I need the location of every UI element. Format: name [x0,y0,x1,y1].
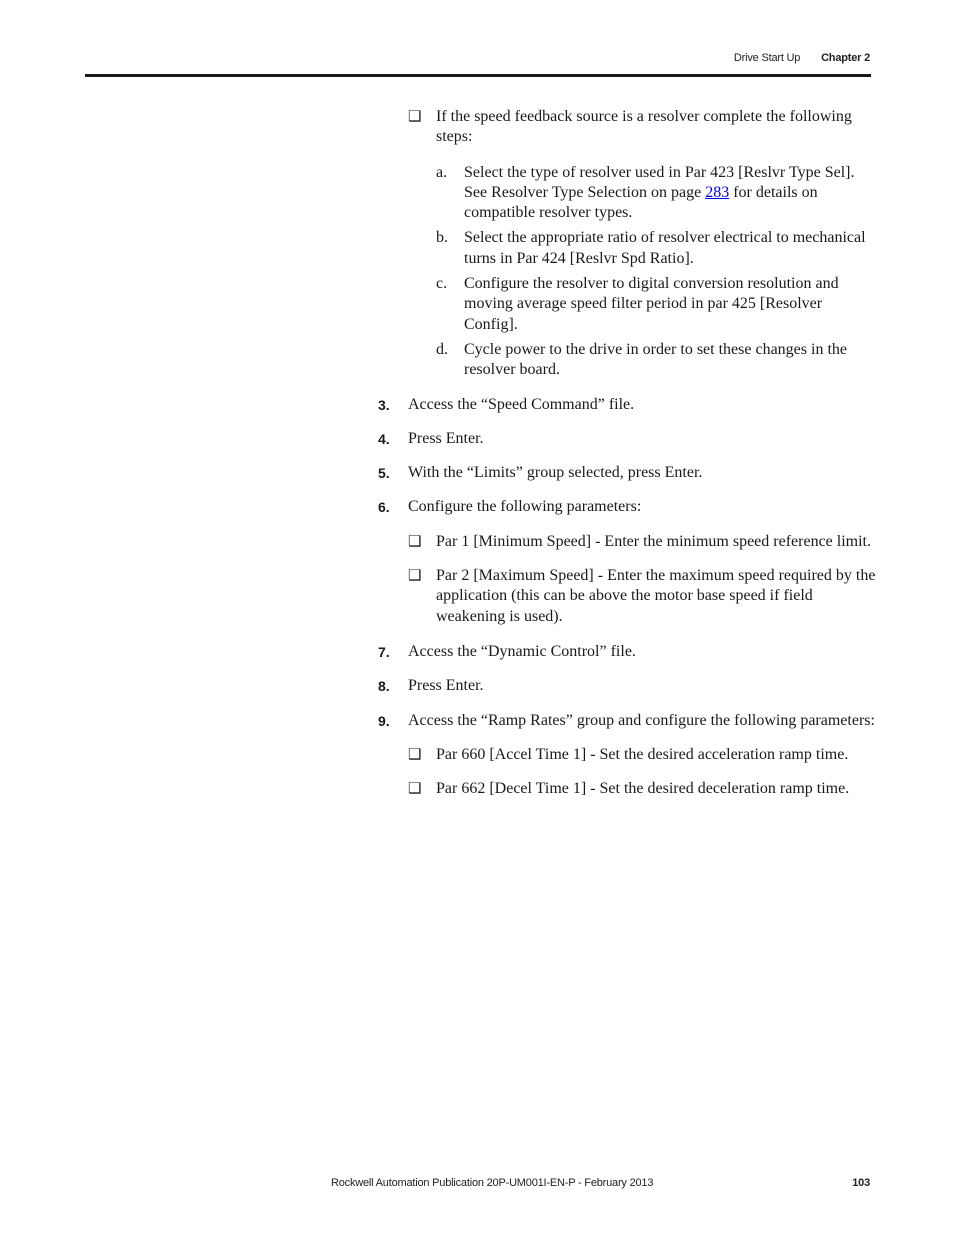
checklist-item-resolver [378,107,878,148]
checklist-item-decel: ❑ Par 662 [Decel Time 1] - Set the desired deceleration ramp time. [378,779,878,799]
checklist-item-max-speed: ❑ Par 2 [Maximum Speed] - Enter the maximum speed required by the application (this can be above the motor base speed if field weakening is used). [408,567,876,625]
page-number: 103 [852,1177,870,1189]
step-5: 5. With the “Limits” group selected, press Enter. [378,463,878,483]
step-number: 8. [378,678,390,695]
substep-label: d. [436,340,448,358]
step-4: 4. Press Enter. [378,429,878,449]
checklist-item-min-speed: ❑ Par 1 [Minimum Speed] - Enter the minimum speed reference limit. [378,532,878,552]
header-chapter: Chapter 2 [821,52,870,64]
step-number: 3. [378,396,390,413]
step-6: 6. Configure the following parameters: [378,497,878,517]
checkbox-icon: ❑ [408,568,422,585]
step-number: 7. [378,643,390,660]
substep-a: a. Select the type of resolver used in Par 423 [Reslvr Type Sel]. See Resolver Type Selection on page 283 for details on compatible resolver types. [436,163,855,222]
checkbox-icon: ❑ [408,533,422,550]
checkbox-icon: ❑ [408,746,422,763]
step-3: 3. Access the “Speed Command” file. [378,395,878,415]
page-link[interactable]: 283 [705,183,730,201]
step-7: 7. Access the “Dynamic Control” file. [378,642,878,662]
checkbox-icon: ❑ [408,109,422,125]
step-number: 5. [378,465,390,482]
checklist-item-accel: ❑ Par 660 [Accel Time 1] - Set the desired acceleration ramp time. [378,745,878,765]
substep-c: c. Configure the resolver to digital conversion resolution and moving average speed filter period in par 425 [Resolver Config]. [436,275,839,333]
substep-b: b. Select the appropriate ratio of resolver electrical to mechanical turns in Par 424 [Reslvr Spd Ratio]. [436,229,866,267]
checkbox-icon: ❑ [408,781,422,798]
header-rule [85,74,871,77]
substep-d: d. Cycle power to the drive in order to set these changes in the resolver board. [436,340,847,379]
step-number: 4. [378,430,390,447]
step-9: 9. Access the “Ramp Rates” group and configure the following parameters: [378,711,878,731]
step-number: 6. [378,499,390,516]
substep-label: c. [436,275,448,293]
step-number: 9. [378,712,390,729]
resolver-intro: If the speed feedback source is a resolver complete the following steps: [436,108,852,146]
substep-label: b. [436,229,448,247]
substep-label: a. [436,163,448,181]
step-8: 8. Press Enter. [378,676,878,696]
page-content [378,107,878,799]
header-section: Drive Start Up [733,52,801,64]
running-header [734,52,870,64]
publication-id: Rockwell Automation Publication 20P-UM001I-EN-P - February 2013 [331,1177,654,1189]
